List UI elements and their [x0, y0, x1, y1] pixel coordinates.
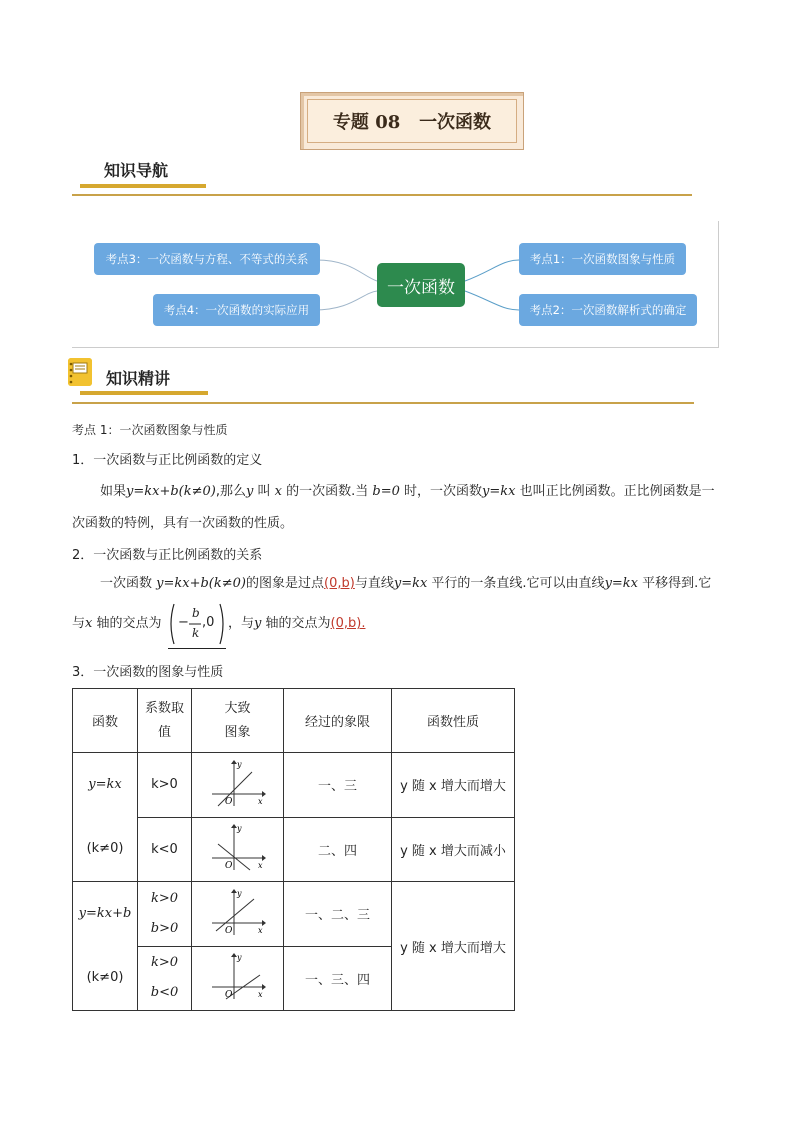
mindmap-node-topic4[interactable]: 考点4：一次函数的实际应用	[153, 294, 320, 326]
coef-cell: k<0	[138, 817, 192, 882]
graph-cell	[192, 817, 284, 882]
svg-text:O: O	[224, 925, 232, 936]
svg-text:y: y	[236, 759, 242, 769]
quadrant-cell: 一、二、三	[284, 882, 392, 947]
section-title-knowledge: 知识精讲	[106, 369, 171, 388]
svg-text:y: y	[236, 824, 242, 834]
property-cell: y 随 x 增大而减小	[392, 817, 515, 882]
mindmap-node-topic1[interactable]: 考点1：一次函数图象与性质	[519, 243, 686, 275]
point-highlight: (0,b)	[324, 576, 355, 591]
title-name: 一次函数	[419, 112, 492, 133]
svg-text:x: x	[257, 990, 263, 1000]
table-row	[73, 753, 515, 818]
svg-text:y: y	[236, 888, 242, 898]
header-cell: 经过的象限	[284, 689, 392, 753]
graph-b-positive	[208, 887, 268, 937]
graph-k-negative	[208, 822, 268, 872]
section-underline	[80, 184, 206, 188]
fraction-underline	[168, 648, 226, 649]
item2-paragraph-line2: 与x 轴的交点为	[72, 616, 162, 631]
coef-cell: k>0 b<0	[138, 946, 192, 1011]
svg-text:x: x	[257, 796, 263, 806]
graph-cell	[192, 946, 284, 1011]
header-cell: 系数取 值	[138, 689, 192, 753]
mindmap-node-topic2[interactable]: 考点2：一次函数解析式的确定	[519, 294, 697, 326]
graph-cell	[192, 753, 284, 818]
item2-heading: 2．一次函数与正比例函数的关系	[72, 548, 263, 563]
equation: y=kx+b(k≠0)	[126, 484, 216, 499]
point-highlight: (0,b).	[330, 616, 366, 631]
property-cell: y 随 x 增大而增大	[392, 753, 515, 818]
mindmap-node-topic3[interactable]: 考点3：一次函数与方程、不等式的关系	[94, 243, 320, 275]
item1-paragraph-line2: 次函数的特例，具有一次函数的性质。	[72, 516, 294, 531]
section-underline	[80, 391, 208, 395]
property-table	[72, 688, 515, 1011]
svg-text:x: x	[257, 861, 263, 871]
section-rule	[72, 194, 692, 196]
section-title-navigation: 知识导航	[104, 161, 169, 180]
svg-text:O: O	[224, 990, 232, 1001]
item2-paragraph-line2b: ，与y 轴的交点为(0,b).	[228, 616, 366, 631]
graph-b-negative	[208, 951, 268, 1001]
svg-text:O: O	[224, 861, 232, 872]
mindmap-center-node[interactable]: 一次函数	[377, 263, 465, 307]
svg-text:O: O	[224, 796, 232, 807]
graph-k-positive	[208, 758, 268, 808]
document-title	[307, 99, 517, 143]
function-cell: y=kx+b (k≠0)	[73, 882, 138, 1011]
topic-label: 考点 1：一次函数图象与性质	[72, 423, 228, 437]
header-cell: 函数	[73, 689, 138, 753]
item3-heading: 3．一次函数的图象与性质	[72, 665, 224, 680]
svg-text:x: x	[257, 925, 263, 935]
item2-paragraph-line1: 一次函数 y=kx+b(k≠0)的图象是过点(0,b)与直线y=kx 平行的一条直线.它可以由直线y=kx 平移得到.它	[100, 576, 712, 591]
intercept-fraction: − b k ,0	[168, 600, 226, 648]
title-box	[300, 92, 524, 150]
mind-map	[72, 221, 719, 348]
notebook-icon	[68, 358, 92, 386]
item1-heading: 1．一次函数与正比例函数的定义	[72, 453, 263, 468]
header-cell: 大致 图象	[192, 689, 284, 753]
svg-text:y: y	[236, 953, 242, 963]
item1-paragraph-line1: 如果y=kx+b(k≠0),那么y 叫 x 的一次函数.当 b=0 时，一次函数y=kx 也叫正比例函数。正比例函数是一	[100, 484, 715, 499]
property-cell: y 随 x 增大而增大	[392, 882, 515, 1011]
title-prefix: 专题 08	[332, 112, 401, 133]
quadrant-cell: 一、三	[284, 753, 392, 818]
quadrant-cell: 一、三、四	[284, 946, 392, 1011]
function-cell: y=kx (k≠0)	[73, 753, 138, 882]
quadrant-cell: 二、四	[284, 817, 392, 882]
graph-cell	[192, 882, 284, 947]
table-row	[73, 817, 515, 882]
header-cell: 函数性质	[392, 689, 515, 753]
table-header-row	[73, 689, 515, 753]
coef-cell: k>0	[138, 753, 192, 818]
section-rule	[72, 402, 694, 404]
table-row	[73, 882, 515, 947]
coef-cell: k>0 b>0	[138, 882, 192, 947]
